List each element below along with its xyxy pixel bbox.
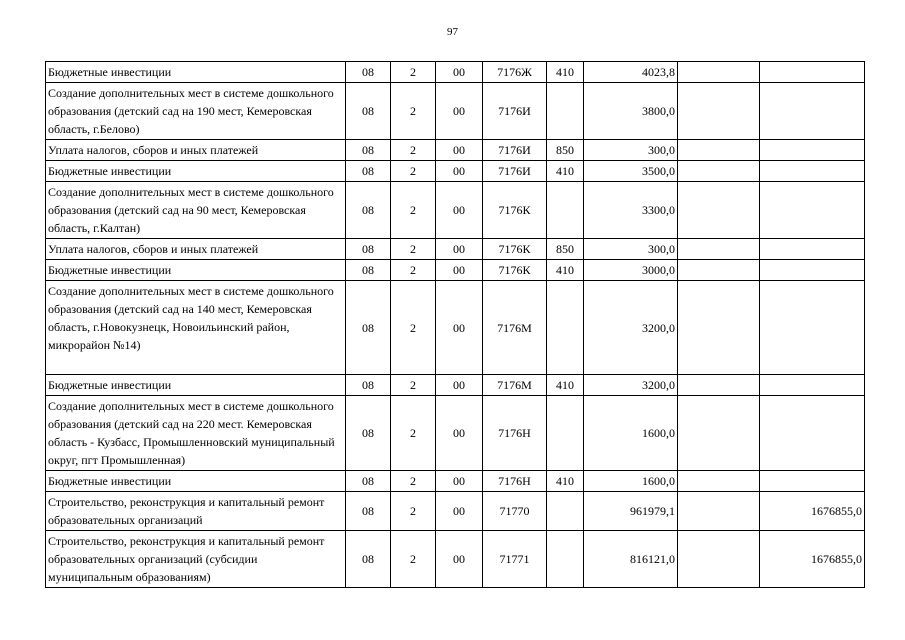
row-code: 7176М [483, 281, 547, 375]
row-amount-3 [760, 375, 865, 396]
row-subsection: 2 [391, 161, 436, 182]
row-section: 08 [346, 239, 391, 260]
row-code: 7176Н [483, 396, 547, 471]
row-expense-type [547, 281, 584, 375]
row-program: 00 [436, 182, 483, 239]
row-amount-3 [760, 182, 865, 239]
table-row [46, 260, 865, 281]
table-row [46, 375, 865, 396]
row-expense-type: 850 [547, 140, 584, 161]
row-code: 7176Ж [483, 62, 547, 83]
row-name: Бюджетные инвестиции [46, 471, 346, 492]
row-code: 7176И [483, 140, 547, 161]
row-section: 08 [346, 492, 391, 531]
row-code: 7176К [483, 182, 547, 239]
table-row [46, 62, 865, 83]
row-program: 00 [436, 239, 483, 260]
row-amount-3 [760, 281, 865, 375]
row-amount-2 [678, 260, 760, 281]
row-amount: 4023,8 [584, 62, 678, 83]
row-expense-type: 410 [547, 161, 584, 182]
row-amount-2 [678, 62, 760, 83]
row-amount-2 [678, 281, 760, 375]
row-code: 7176К [483, 239, 547, 260]
row-expense-type: 850 [547, 239, 584, 260]
table-row [46, 161, 865, 182]
row-program: 00 [436, 396, 483, 471]
row-code: 7176Н [483, 471, 547, 492]
row-program: 00 [436, 62, 483, 83]
row-amount-2 [678, 396, 760, 471]
row-section: 08 [346, 281, 391, 375]
row-subsection: 2 [391, 396, 436, 471]
row-amount-3 [760, 83, 865, 140]
row-amount: 3200,0 [584, 281, 678, 375]
table-row [46, 396, 865, 471]
row-subsection: 2 [391, 531, 436, 588]
row-subsection: 2 [391, 492, 436, 531]
row-section: 08 [346, 182, 391, 239]
row-amount-3 [760, 239, 865, 260]
page-number: 97 [447, 26, 458, 38]
row-amount: 3500,0 [584, 161, 678, 182]
row-amount-3 [760, 62, 865, 83]
row-code: 7176К [483, 260, 547, 281]
table-row [46, 492, 865, 531]
row-amount-2 [678, 182, 760, 239]
row-amount: 816121,0 [584, 531, 678, 588]
row-subsection: 2 [391, 140, 436, 161]
row-name: Бюджетные инвестиции [46, 161, 346, 182]
row-name: Бюджетные инвестиции [46, 260, 346, 281]
row-section: 08 [346, 83, 391, 140]
row-name: Строительство, реконструкция и капитальный ремонт образовательных организаций (субсидии муниципальным образованиям) [46, 531, 346, 588]
row-subsection: 2 [391, 62, 436, 83]
row-name: Создание дополнительных мест в системе дошкольного образования (детский сад на 140 мест, Кемеровская область, г.Новокузнецк, Новоильинский район, микрорайон №14) [46, 281, 346, 375]
row-name: Создание дополнительных мест в системе дошкольного образования (детский сад на 220 мест. Кемеровская область - Кузбасс, Промышленновский муниципальный округ, пгт Промышленная) [46, 396, 346, 471]
row-program: 00 [436, 492, 483, 531]
table-row [46, 281, 865, 375]
row-amount: 300,0 [584, 140, 678, 161]
row-amount-2 [678, 83, 760, 140]
row-name: Бюджетные инвестиции [46, 375, 346, 396]
row-amount-2 [678, 140, 760, 161]
row-program: 00 [436, 281, 483, 375]
row-expense-type [547, 182, 584, 239]
row-program: 00 [436, 260, 483, 281]
row-code: 71771 [483, 531, 547, 588]
budget-table [45, 61, 865, 588]
row-amount-2 [678, 471, 760, 492]
row-section: 08 [346, 140, 391, 161]
row-subsection: 2 [391, 239, 436, 260]
row-amount: 961979,1 [584, 492, 678, 531]
row-subsection: 2 [391, 182, 436, 239]
row-subsection: 2 [391, 83, 436, 140]
table-row [46, 182, 865, 239]
row-program: 00 [436, 161, 483, 182]
table-row [46, 239, 865, 260]
row-section: 08 [346, 375, 391, 396]
row-amount-3 [760, 161, 865, 182]
row-expense-type: 410 [547, 471, 584, 492]
row-section: 08 [346, 396, 391, 471]
row-program: 00 [436, 531, 483, 588]
row-section: 08 [346, 471, 391, 492]
budget-table-body [46, 62, 865, 588]
row-expense-type: 410 [547, 62, 584, 83]
row-amount-3 [760, 140, 865, 161]
row-program: 00 [436, 140, 483, 161]
row-subsection: 2 [391, 471, 436, 492]
row-amount: 3800,0 [584, 83, 678, 140]
row-name: Создание дополнительных мест в системе дошкольного образования (детский сад на 190 мест, Кемеровская область, г.Белово) [46, 83, 346, 140]
row-name: Уплата налогов, сборов и иных платежей [46, 140, 346, 161]
row-amount-3 [760, 471, 865, 492]
row-amount: 3200,0 [584, 375, 678, 396]
row-section: 08 [346, 62, 391, 83]
row-amount: 1600,0 [584, 396, 678, 471]
row-section: 08 [346, 161, 391, 182]
row-section: 08 [346, 260, 391, 281]
row-expense-type: 410 [547, 375, 584, 396]
row-program: 00 [436, 375, 483, 396]
row-subsection: 2 [391, 281, 436, 375]
row-amount: 3000,0 [584, 260, 678, 281]
row-section: 08 [346, 531, 391, 588]
row-name: Создание дополнительных мест в системе дошкольного образования (детский сад на 90 мест, Кемеровская область, г.Калтан) [46, 182, 346, 239]
table-row [46, 140, 865, 161]
row-expense-type [547, 396, 584, 471]
row-expense-type: 410 [547, 260, 584, 281]
row-expense-type [547, 531, 584, 588]
row-code: 71770 [483, 492, 547, 531]
row-expense-type [547, 492, 584, 531]
row-code: 7176И [483, 161, 547, 182]
row-amount-3: 1676855,0 [760, 492, 865, 531]
row-name: Строительство, реконструкция и капитальный ремонт образовательных организаций [46, 492, 346, 531]
row-program: 00 [436, 83, 483, 140]
row-code: 7176М [483, 375, 547, 396]
row-program: 00 [436, 471, 483, 492]
row-amount-2 [678, 375, 760, 396]
row-amount-3 [760, 260, 865, 281]
table-row [46, 83, 865, 140]
row-amount-2 [678, 492, 760, 531]
row-amount-2 [678, 239, 760, 260]
row-amount-3: 1676855,0 [760, 531, 865, 588]
table-row [46, 471, 865, 492]
table-row [46, 531, 865, 588]
row-amount-2 [678, 161, 760, 182]
row-name: Уплата налогов, сборов и иных платежей [46, 239, 346, 260]
row-amount: 1600,0 [584, 471, 678, 492]
row-code: 7176И [483, 83, 547, 140]
row-subsection: 2 [391, 375, 436, 396]
row-subsection: 2 [391, 260, 436, 281]
row-amount: 3300,0 [584, 182, 678, 239]
row-amount: 300,0 [584, 239, 678, 260]
row-amount-2 [678, 531, 760, 588]
row-expense-type [547, 83, 584, 140]
row-name: Бюджетные инвестиции [46, 62, 346, 83]
row-amount-3 [760, 396, 865, 471]
